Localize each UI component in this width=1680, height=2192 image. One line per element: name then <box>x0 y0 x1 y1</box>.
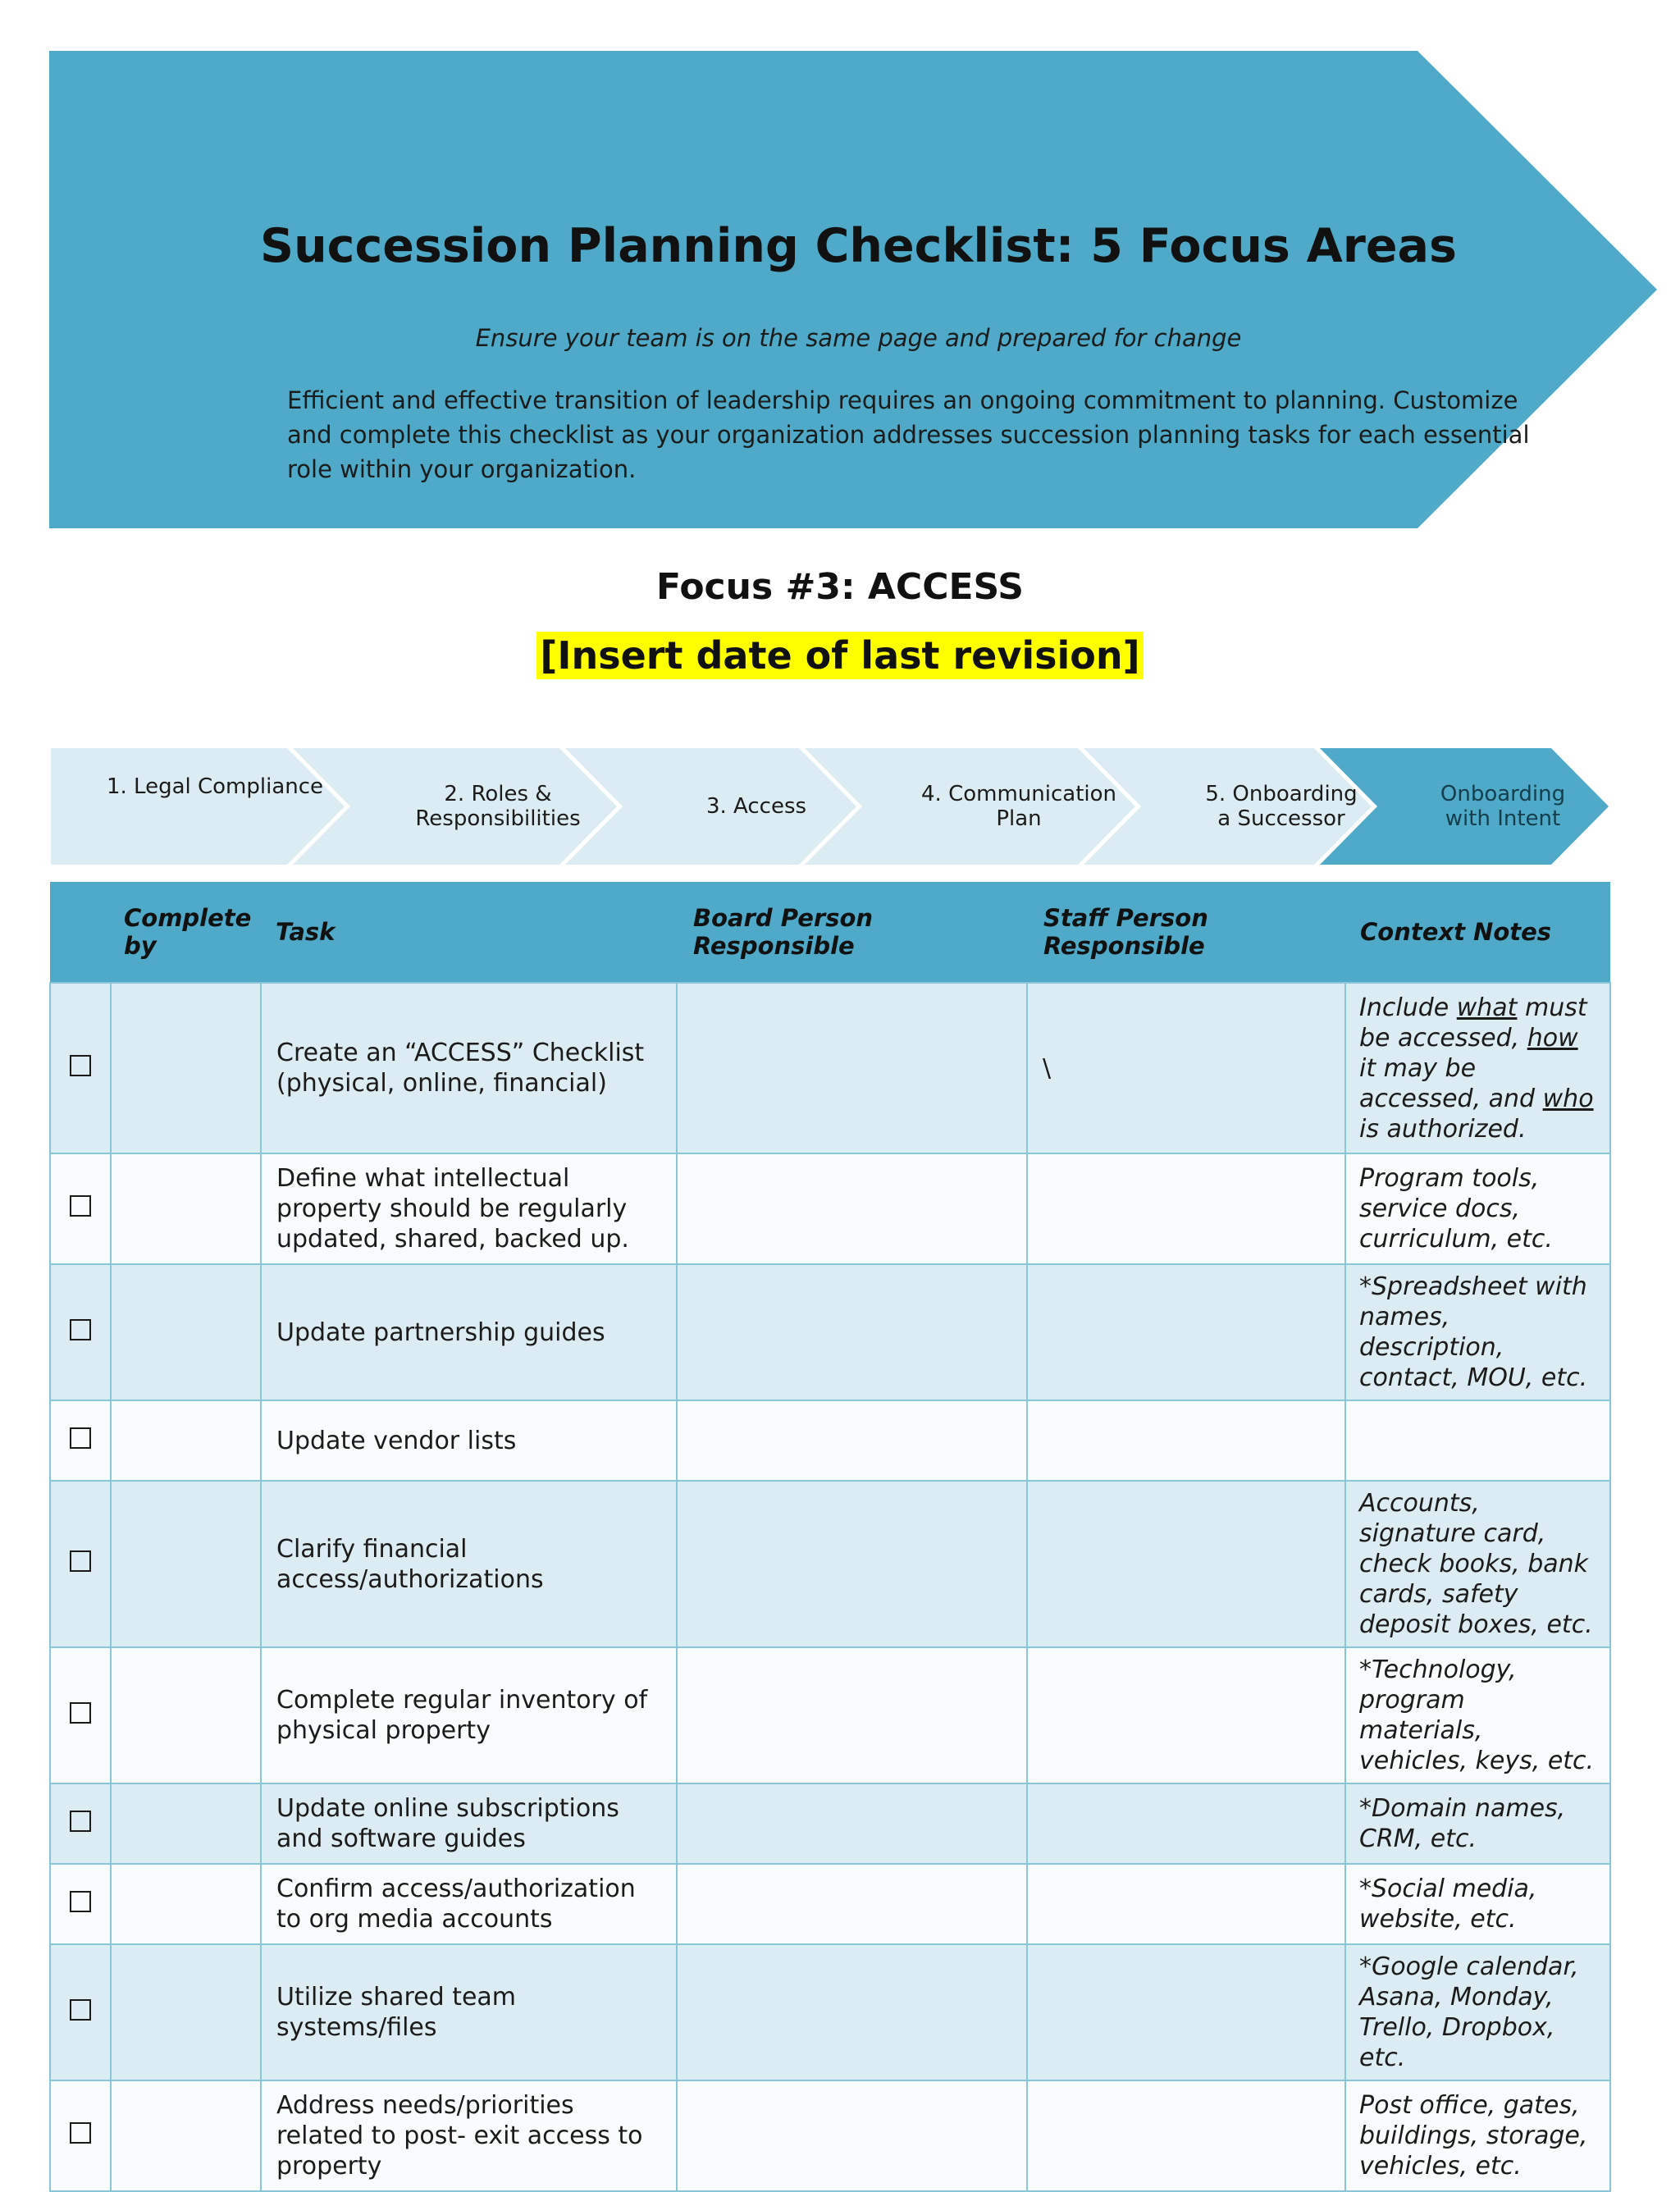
table-row <box>50 1783 1610 1864</box>
checkbox-cell <box>50 2080 111 2191</box>
staff-person-cell[interactable] <box>1027 1864 1345 1944</box>
table-row <box>50 2080 1610 2191</box>
checkbox-cell <box>50 983 111 1153</box>
board-person-cell[interactable] <box>677 1783 1027 1864</box>
checkbox[interactable] <box>70 1319 91 1340</box>
complete-by-cell[interactable] <box>111 1864 261 1944</box>
table-row <box>50 1264 1610 1400</box>
task-cell: Update vendor lists <box>261 1400 677 1481</box>
header-banner <box>49 51 1668 528</box>
board-person-cell[interactable] <box>677 1264 1027 1400</box>
step-access[interactable]: 3. Access <box>705 794 807 819</box>
context-notes-cell: *Google calendar, Asana, Monday, Trello, Dropbox, etc. <box>1345 1944 1610 2080</box>
staff-person-cell[interactable]: \ <box>1027 983 1345 1153</box>
complete-by-cell[interactable] <box>111 2080 261 2191</box>
table-row <box>50 1647 1610 1783</box>
focus-steps-nav <box>51 748 1609 865</box>
checkbox[interactable] <box>70 1195 91 1217</box>
table-header-row <box>50 882 1610 983</box>
board-person-cell[interactable] <box>677 2080 1027 2191</box>
page-subtitle: Ensure your team is on the same page and prepared for change <box>475 324 1242 352</box>
table-row <box>50 1864 1610 1944</box>
header-task: Task <box>261 882 677 983</box>
step-legal-compliance[interactable]: 1. Legal Compliance <box>106 774 324 799</box>
page-title: Succession Planning Checklist: 5 Focus Areas <box>260 219 1457 273</box>
header-context-notes: Context Notes <box>1345 882 1610 983</box>
checkbox[interactable] <box>70 2122 91 2144</box>
board-person-cell[interactable] <box>677 1400 1027 1481</box>
context-notes-cell: Post office, gates, buildings, storage, vehicles, etc. <box>1345 2080 1610 2191</box>
task-cell: Address needs/priorities related to post- exit access to property <box>261 2080 677 2191</box>
checkbox[interactable] <box>70 1702 91 1724</box>
step-communication-plan[interactable]: 4. Communication Plan <box>921 782 1116 831</box>
revision-date-placeholder[interactable]: [Insert date of last revision] <box>536 632 1143 679</box>
staff-person-cell[interactable] <box>1027 1647 1345 1783</box>
staff-person-cell[interactable] <box>1027 2080 1345 2191</box>
task-cell: Update online subscriptions and software guides <box>261 1783 677 1864</box>
context-notes-cell: Include what must be accessed, how it may be accessed, and who is authorized. <box>1345 983 1610 1153</box>
step-onboarding-successor[interactable]: 5. Onboarding a Successor <box>1205 782 1358 831</box>
checklist-table <box>49 882 1611 2192</box>
table-row <box>50 1400 1610 1481</box>
task-cell: Utilize shared team systems/files <box>261 1944 677 2080</box>
header-staff-person: Staff Person Responsible <box>1027 882 1345 983</box>
complete-by-cell[interactable] <box>111 1264 261 1400</box>
task-cell: Define what intellectual property should be regularly updated, shared, backed up. <box>261 1153 677 1264</box>
checkbox-cell <box>50 1481 111 1647</box>
intro-paragraph: Efficient and effective transition of leadership requires an ongoing commitment to planning. Customize and complete this checklist as your organization addresses succession planning tasks for each essential role within your organization. <box>287 386 1530 483</box>
board-person-cell[interactable] <box>677 1481 1027 1647</box>
checkbox[interactable] <box>70 1891 91 1912</box>
checkbox-cell <box>50 1864 111 1944</box>
context-notes-cell: Accounts, signature card, check books, bank cards, safety deposit boxes, etc. <box>1345 1481 1610 1647</box>
checkbox[interactable] <box>70 1427 91 1449</box>
checkbox-cell <box>50 1153 111 1264</box>
complete-by-cell[interactable] <box>111 1783 261 1864</box>
table-row <box>50 1944 1610 2080</box>
context-notes-cell: *Social media, website, etc. <box>1345 1864 1610 1944</box>
context-notes-cell: *Spreadsheet with names, description, contact, MOU, etc. <box>1345 1264 1610 1400</box>
focus-heading: Focus #3: ACCESS <box>656 566 1024 608</box>
checkbox-cell <box>50 1647 111 1783</box>
header-checkbox <box>50 882 111 983</box>
board-person-cell[interactable] <box>677 1647 1027 1783</box>
checklist-table-wrapper <box>49 882 1609 2192</box>
table-row <box>50 1153 1610 1264</box>
complete-by-cell[interactable] <box>111 1944 261 2080</box>
board-person-cell[interactable] <box>677 1153 1027 1264</box>
staff-person-cell[interactable] <box>1027 1481 1345 1647</box>
table-row <box>50 1481 1610 1647</box>
complete-by-cell[interactable] <box>111 1153 261 1264</box>
context-notes-cell: *Domain names, CRM, etc. <box>1345 1783 1610 1864</box>
task-cell: Clarify financial access/authorizations <box>261 1481 677 1647</box>
checkbox[interactable] <box>70 1999 91 2021</box>
staff-person-cell[interactable] <box>1027 1944 1345 2080</box>
context-notes-cell: Program tools, service docs, curriculum, etc. <box>1345 1153 1610 1264</box>
board-person-cell[interactable] <box>677 1944 1027 2080</box>
revision-date-wrapper <box>0 632 1680 679</box>
checkbox-cell <box>50 1400 111 1481</box>
staff-person-cell[interactable] <box>1027 1153 1345 1264</box>
task-cell: Create an “ACCESS” Checklist (physical, online, financial) <box>261 983 677 1153</box>
complete-by-cell[interactable] <box>111 983 261 1153</box>
task-cell: Update partnership guides <box>261 1264 677 1400</box>
step-onboarding-with-intent[interactable]: Onboarding with Intent <box>1440 782 1566 831</box>
checkbox-cell <box>50 1783 111 1864</box>
table-row <box>50 983 1610 1153</box>
board-person-cell[interactable] <box>677 983 1027 1153</box>
staff-person-cell[interactable] <box>1027 1264 1345 1400</box>
task-cell: Confirm access/authorization to org media accounts <box>261 1864 677 1944</box>
step-roles-responsibilities[interactable]: 2. Roles & Responsibilities <box>415 782 581 831</box>
staff-person-cell[interactable] <box>1027 1400 1345 1481</box>
context-notes-cell <box>1345 1400 1610 1481</box>
checkbox-cell <box>50 1944 111 2080</box>
complete-by-cell[interactable] <box>111 1647 261 1783</box>
context-notes-cell: *Technology, program materials, vehicles, keys, etc. <box>1345 1647 1610 1783</box>
header-complete-by: Complete by <box>111 882 261 983</box>
complete-by-cell[interactable] <box>111 1481 261 1647</box>
checkbox[interactable] <box>70 1550 91 1572</box>
board-person-cell[interactable] <box>677 1864 1027 1944</box>
checkbox[interactable] <box>70 1055 91 1076</box>
task-cell: Complete regular inventory of physical property <box>261 1647 677 1783</box>
complete-by-cell[interactable] <box>111 1400 261 1481</box>
checkbox[interactable] <box>70 1811 91 1832</box>
header-board-person: Board Person Responsible <box>677 882 1027 983</box>
staff-person-cell[interactable] <box>1027 1783 1345 1864</box>
checkbox-cell <box>50 1264 111 1400</box>
